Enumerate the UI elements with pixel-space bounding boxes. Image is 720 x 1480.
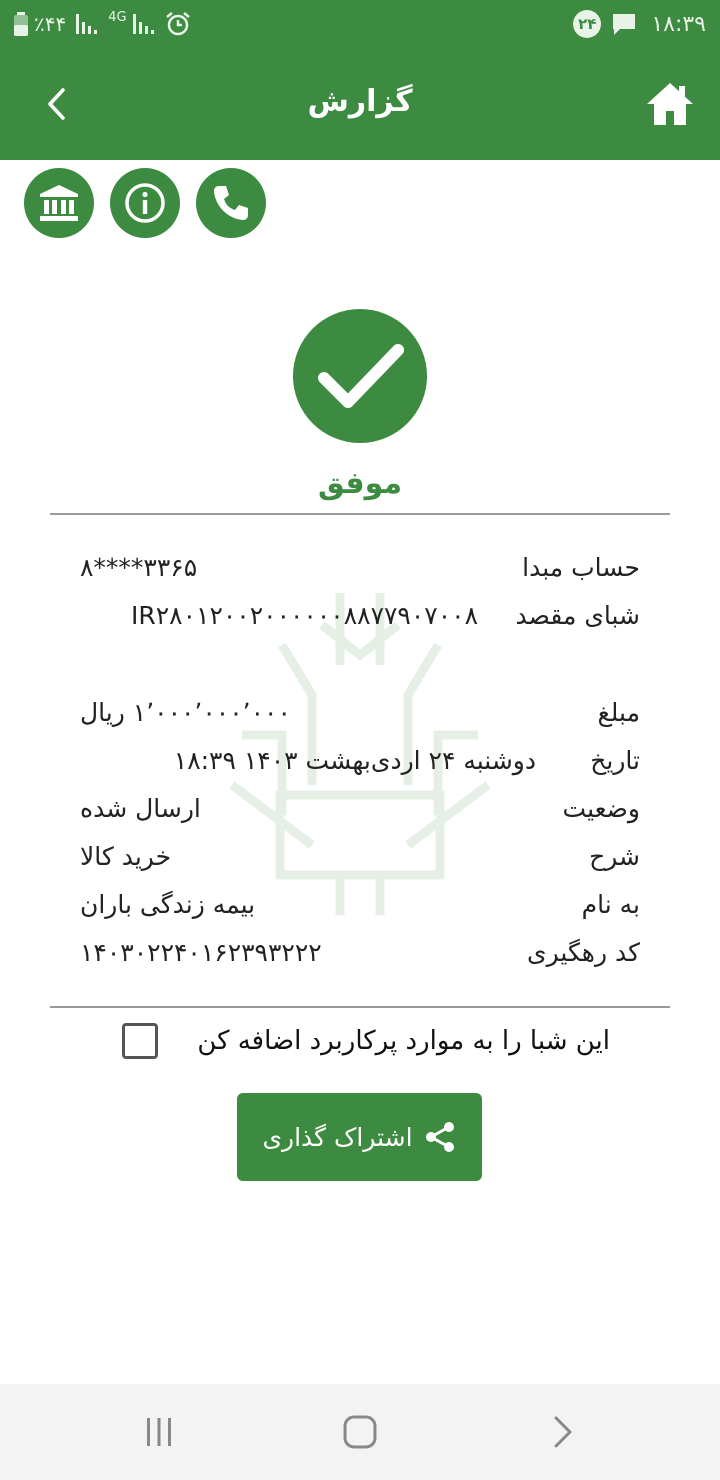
signal-icon-2 <box>133 12 159 36</box>
checkmark-icon <box>312 328 408 424</box>
back-nav-icon[interactable] <box>542 1412 582 1452</box>
home-icon[interactable] <box>644 78 696 130</box>
dest-iban-label: شبای مقصد <box>515 601 640 630</box>
phone-icon <box>211 183 251 223</box>
share-icon <box>423 1120 457 1154</box>
notification-count: ۲۴ <box>578 15 597 33</box>
result-status: موفق <box>317 466 403 501</box>
amount-label: مبلغ <box>597 698 640 727</box>
message-icon <box>611 11 637 37</box>
name-label: به نام <box>581 890 640 919</box>
description-label: شرح <box>589 842 640 871</box>
state-value: ارسال شده <box>80 794 201 823</box>
page-title: گزارش <box>307 84 413 119</box>
date-label: تاریخ <box>590 746 640 775</box>
tracking-value: ۱۴۰۳۰۲۲۴۰۱۶۲۳۹۳۲۲۲ <box>80 938 322 967</box>
recent-apps-icon[interactable] <box>139 1412 179 1452</box>
battery-icon <box>14 12 28 36</box>
save-iban-label[interactable]: این شبا را به موارد پرکاربرد اضافه کن <box>197 1026 610 1056</box>
save-iban-checkbox[interactable] <box>122 1023 158 1059</box>
info-button[interactable] <box>110 168 180 238</box>
network-type: 4G <box>108 10 127 25</box>
share-button[interactable] <box>237 1093 482 1181</box>
dest-iban-value: IR۲۸۰۱۲۰۰۲۰۰۰۰۰۰۸۸۷۷۹۰۷۰۰۸ <box>130 601 478 630</box>
success-indicator <box>293 309 427 443</box>
description-value: خرید کالا <box>80 842 172 871</box>
clock: ۱۸:۳۹ <box>651 11 706 37</box>
signal-icon <box>76 12 102 36</box>
status-left-group <box>14 8 191 40</box>
home-nav-icon[interactable] <box>340 1412 380 1452</box>
tracking-label: کد رهگیری <box>527 938 640 967</box>
save-iban-option[interactable] <box>0 1020 720 1064</box>
notification-badge <box>573 10 601 38</box>
status-right-group <box>573 8 706 40</box>
bank-icon <box>38 182 80 224</box>
bottom-divider <box>50 1006 670 1008</box>
system-nav-bar <box>0 1384 720 1480</box>
call-button[interactable] <box>196 168 266 238</box>
share-label: اشتراک گذاری <box>262 1122 413 1152</box>
state-label: وضعیت <box>562 794 640 823</box>
toolbar <box>0 70 720 140</box>
name-value: بیمه زندگی باران <box>80 890 256 919</box>
status-bar <box>0 0 720 48</box>
alarm-icon <box>165 11 191 37</box>
top-divider <box>50 513 670 515</box>
source-account-value: ۸****۳۳۶۵ <box>80 553 198 582</box>
app-bar <box>0 0 720 160</box>
battery-percent: ٪۴۴ <box>34 12 67 36</box>
date-value: دوشنبه ۲۴ اردی‌بهشت ۱۴۰۳ ۱۸:۳۹ <box>173 746 536 775</box>
source-account-label: حساب مبدا <box>522 553 640 582</box>
amount-value: ۱٬۰۰۰٬۰۰۰٬۰۰۰ ریال <box>80 698 291 727</box>
bank-button[interactable] <box>24 168 94 238</box>
info-icon <box>124 182 166 224</box>
